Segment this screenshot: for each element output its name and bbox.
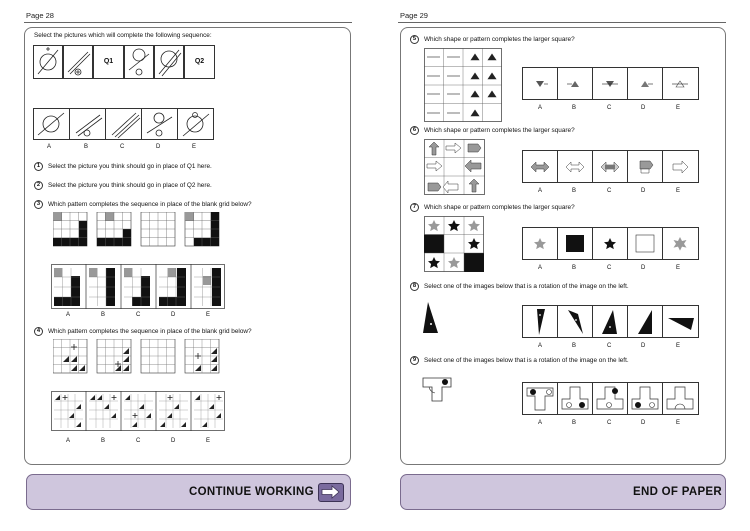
sequence-instruction: Select the pictures which will complete the following sequence:: [34, 32, 212, 39]
option-label: E: [192, 144, 197, 150]
header-rule-left: [24, 22, 352, 23]
option-label: B: [84, 144, 89, 150]
q7-square: [424, 216, 484, 272]
option-b-box[interactable]: [558, 150, 593, 183]
question-text: Select one of the images below that is a rotation of the image on the left.: [424, 283, 629, 290]
option-label: C: [136, 438, 141, 444]
option-label: C: [607, 265, 612, 271]
question-text: Which shape or pattern completes the larger square?: [424, 204, 575, 211]
q8-reference-shape: [420, 300, 444, 336]
q5-options: [522, 67, 699, 100]
option-label: A: [47, 144, 52, 150]
option-label: E: [676, 105, 681, 111]
option-a-box[interactable]: [522, 305, 558, 338]
header-rule-right: [398, 22, 726, 23]
option-label: A: [538, 343, 543, 349]
q3-options: [51, 264, 225, 309]
question-number-badge: 7: [410, 203, 419, 212]
option-label: B: [572, 105, 577, 111]
option-label: D: [641, 420, 646, 426]
option-a-box[interactable]: [522, 67, 558, 100]
option-label: E: [676, 265, 681, 271]
q1-label: Q1: [103, 58, 114, 65]
option-label: A: [538, 105, 543, 111]
option-c-picture[interactable]: [105, 108, 142, 140]
q1-placeholder: [93, 45, 124, 79]
option-e-box[interactable]: [663, 305, 699, 338]
sequence-picture: [154, 45, 184, 79]
option-label: E: [676, 343, 681, 349]
option-label: A: [538, 265, 543, 271]
option-label: A: [66, 312, 71, 318]
option-label: B: [572, 265, 577, 271]
q7-options: [522, 227, 699, 260]
option-a-picture[interactable]: [33, 108, 70, 140]
question-number-badge: 4: [34, 327, 43, 336]
sequence-picture: [124, 45, 154, 79]
option-label: E: [206, 312, 211, 318]
sequence-options: [33, 108, 214, 140]
q3-grid-sequence: [53, 212, 221, 250]
q2-placeholder: [184, 45, 215, 79]
option-e-box[interactable]: [663, 382, 699, 415]
question-number-badge: 5: [410, 35, 419, 44]
option-label: B: [572, 343, 577, 349]
q6-options: [522, 150, 699, 183]
option-b-picture[interactable]: [69, 108, 106, 140]
option-e-picture[interactable]: [177, 108, 214, 140]
question-number-badge: 2: [34, 181, 43, 190]
q9-options: [522, 382, 699, 415]
q5-square: [424, 48, 502, 122]
option-label: E: [676, 188, 681, 194]
option-a-box[interactable]: [522, 150, 558, 183]
question-number-badge: 1: [34, 162, 43, 171]
option-e-box[interactable]: [663, 227, 699, 260]
q8-options: [522, 305, 699, 338]
option-label: C: [607, 343, 612, 349]
option-label: E: [676, 420, 681, 426]
option-e-box[interactable]: [663, 67, 699, 100]
q4-option-grids[interactable]: [51, 391, 225, 431]
page-number-left: Page 28: [26, 11, 54, 20]
option-c-box[interactable]: [593, 227, 628, 260]
end-of-paper-bar: [400, 474, 726, 510]
sequence-row: [33, 45, 215, 79]
end-of-paper-label: END OF PAPER: [633, 486, 723, 498]
option-label: D: [641, 343, 646, 349]
option-b-box[interactable]: [558, 227, 593, 260]
option-label: C: [607, 105, 612, 111]
arrow-right-icon: [319, 484, 342, 500]
option-label: E: [206, 438, 211, 444]
option-b-box[interactable]: [558, 382, 593, 415]
option-a-box[interactable]: [522, 227, 558, 260]
option-label: A: [538, 188, 543, 194]
option-label: B: [572, 188, 577, 194]
question-number-badge: 9: [410, 356, 419, 365]
sequence-picture: [33, 45, 63, 79]
q4-sequence-grids: [53, 339, 221, 377]
option-d-box[interactable]: [628, 150, 663, 183]
option-label: D: [156, 144, 161, 150]
option-b-box[interactable]: [558, 67, 593, 100]
page-number-right: Page 29: [400, 11, 428, 20]
question-text: Select the picture you think should go in place of Q2 here.: [48, 182, 212, 189]
question-text: Which shape or pattern completes the larger square?: [424, 36, 575, 43]
option-label: A: [538, 420, 543, 426]
option-a-box[interactable]: [522, 382, 558, 415]
option-label: B: [572, 420, 577, 426]
q3-option-grids[interactable]: [51, 264, 225, 309]
option-c-box[interactable]: [593, 382, 628, 415]
continue-working-label: CONTINUE WORKING: [189, 486, 314, 498]
option-d-box[interactable]: [628, 382, 663, 415]
option-d-picture[interactable]: [141, 108, 178, 140]
option-label: A: [66, 438, 71, 444]
option-d-box[interactable]: [628, 227, 663, 260]
continue-arrow-button[interactable]: [318, 483, 344, 502]
q9-reference-shape: [420, 374, 454, 404]
question-number-badge: 8: [410, 282, 419, 291]
question-text: Which pattern completes the sequence in place of the blank grid below?: [48, 328, 252, 335]
option-label: D: [171, 438, 176, 444]
option-label: D: [171, 312, 176, 318]
option-d-box[interactable]: [628, 305, 663, 338]
q2-label: Q2: [194, 58, 205, 65]
q4-options: [51, 391, 225, 431]
question-text: Select one of the images below that is a rotation of the image on the left.: [424, 357, 629, 364]
option-label: D: [641, 188, 646, 194]
question-number-badge: 6: [410, 126, 419, 135]
q3-sequence-grids: [53, 212, 221, 250]
option-label: D: [641, 105, 646, 111]
q4-grid-sequence: [53, 339, 221, 377]
question-text: Which pattern completes the sequence in place of the blank grid below?: [48, 201, 252, 208]
option-c-box[interactable]: [593, 150, 628, 183]
option-label: B: [101, 438, 106, 444]
q6-square: [424, 139, 485, 195]
option-c-box[interactable]: [593, 67, 628, 100]
question-text: Which shape or pattern completes the larger square?: [424, 127, 575, 134]
option-label: C: [607, 420, 612, 426]
option-label: C: [120, 144, 125, 150]
option-label: D: [641, 265, 646, 271]
option-label: C: [607, 188, 612, 194]
option-label: C: [136, 312, 141, 318]
option-c-box[interactable]: [593, 305, 628, 338]
option-e-box[interactable]: [663, 150, 699, 183]
option-b-box[interactable]: [558, 305, 593, 338]
question-number-badge: 3: [34, 200, 43, 209]
continue-working-bar: [26, 474, 351, 510]
question-text: Select the picture you think should go in place of Q1 here.: [48, 163, 212, 170]
option-label: B: [101, 312, 106, 318]
option-d-box[interactable]: [628, 67, 663, 100]
sequence-picture: [63, 45, 93, 79]
